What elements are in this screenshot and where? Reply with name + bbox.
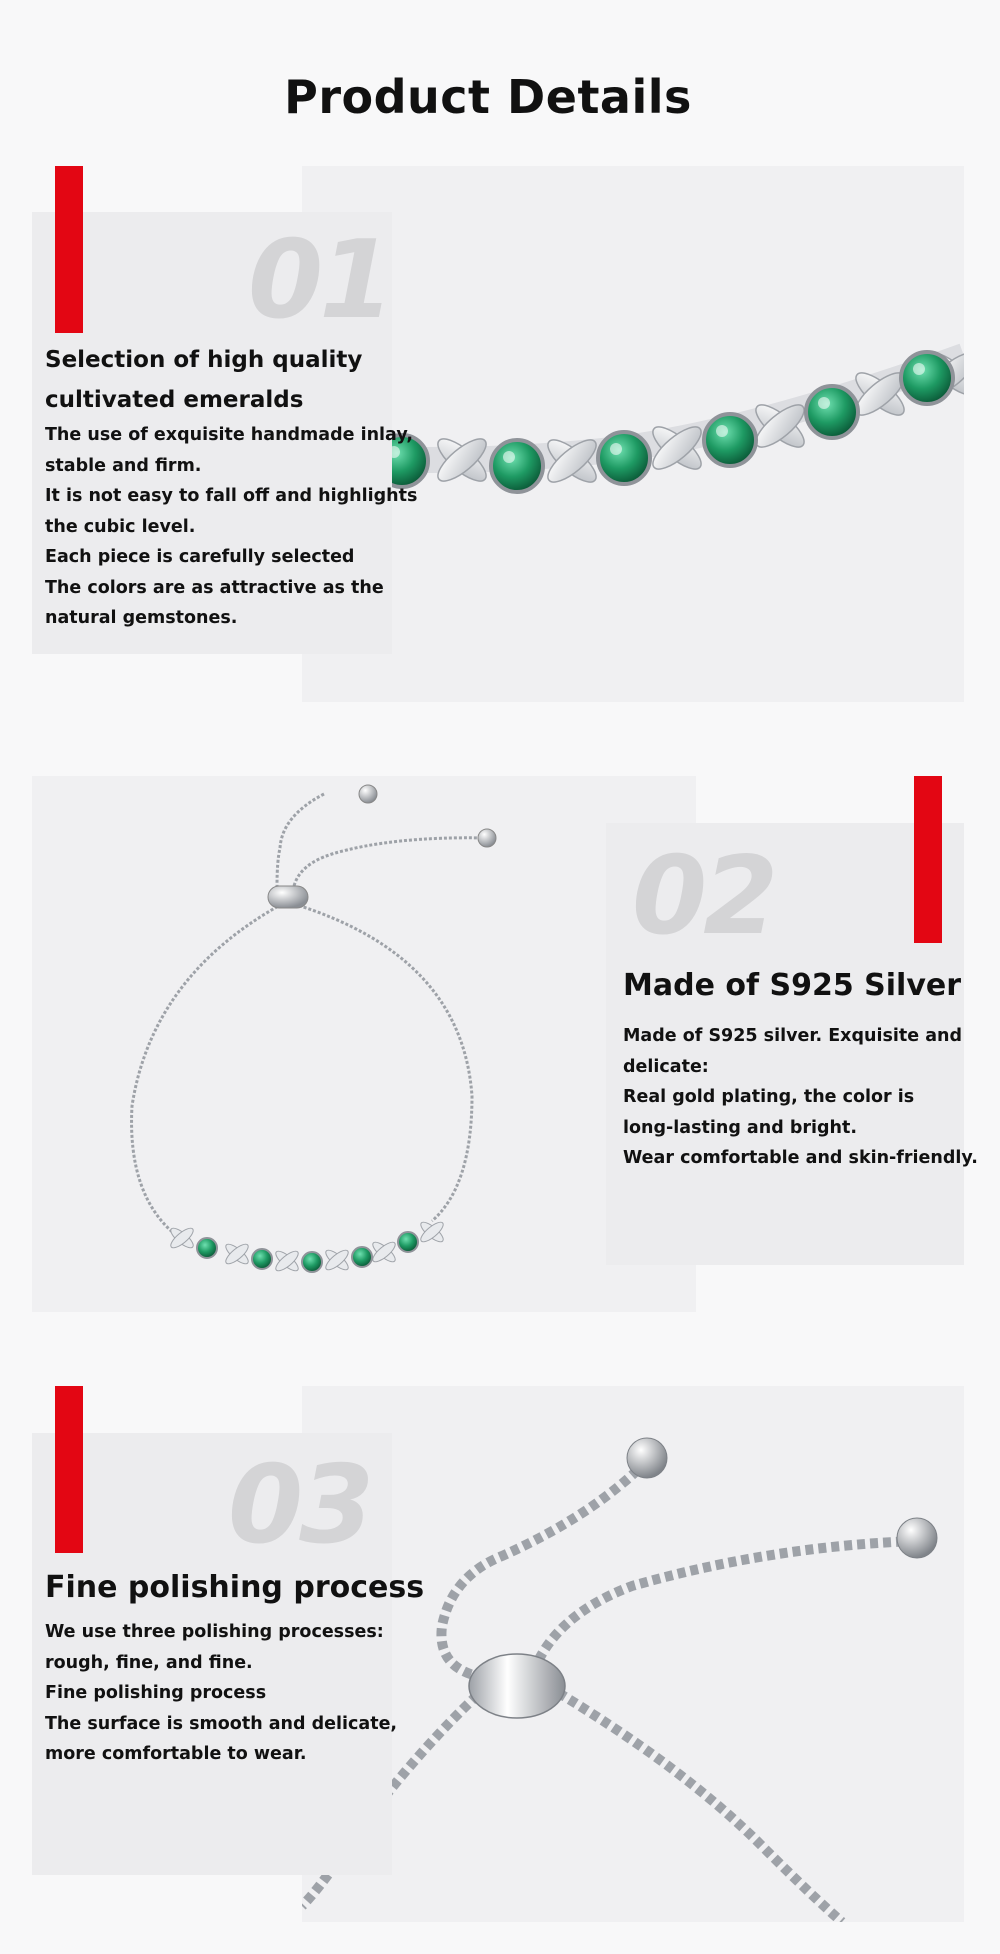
section-01-title: Selection of high quality cultivated emeralds xyxy=(45,347,363,413)
section-03-description: We use three polishing processes: rough, fine, and fine. Fine polishing process The surface is smooth and delicate, more comfortable to wear. xyxy=(45,1622,398,1764)
section-03-title: Fine polishing process xyxy=(45,1570,425,1605)
section-02-title: Made of S925 Silver xyxy=(623,968,962,1003)
section-01-number: 01 xyxy=(248,218,391,343)
slider-clasp-illustration xyxy=(302,1386,964,1922)
page-title: Product Details xyxy=(284,70,692,124)
section-01-accent-bar xyxy=(55,166,83,333)
bracelet-full-photo xyxy=(32,776,696,1312)
clasp-closeup-photo xyxy=(302,1386,964,1922)
section-03-number: 03 xyxy=(228,1443,371,1568)
section-02-description: Made of S925 silver. Exquisite and delicate: Real gold plating, the color is long-lasting and bright. Wear comfortable and skin-friendly. xyxy=(623,1026,978,1168)
section-03-accent-bar xyxy=(55,1386,83,1553)
section-02-number: 02 xyxy=(632,834,775,959)
section-02-accent-bar xyxy=(914,776,942,943)
section-01-description: The use of exquisite handmade inlay, stable and firm. It is not easy to fall off and highlights the cubic level. Each piece is carefully selected The colors are as attractive as the natural gemstones. xyxy=(45,425,418,628)
adjustable-bracelet-illustration xyxy=(32,776,696,1312)
